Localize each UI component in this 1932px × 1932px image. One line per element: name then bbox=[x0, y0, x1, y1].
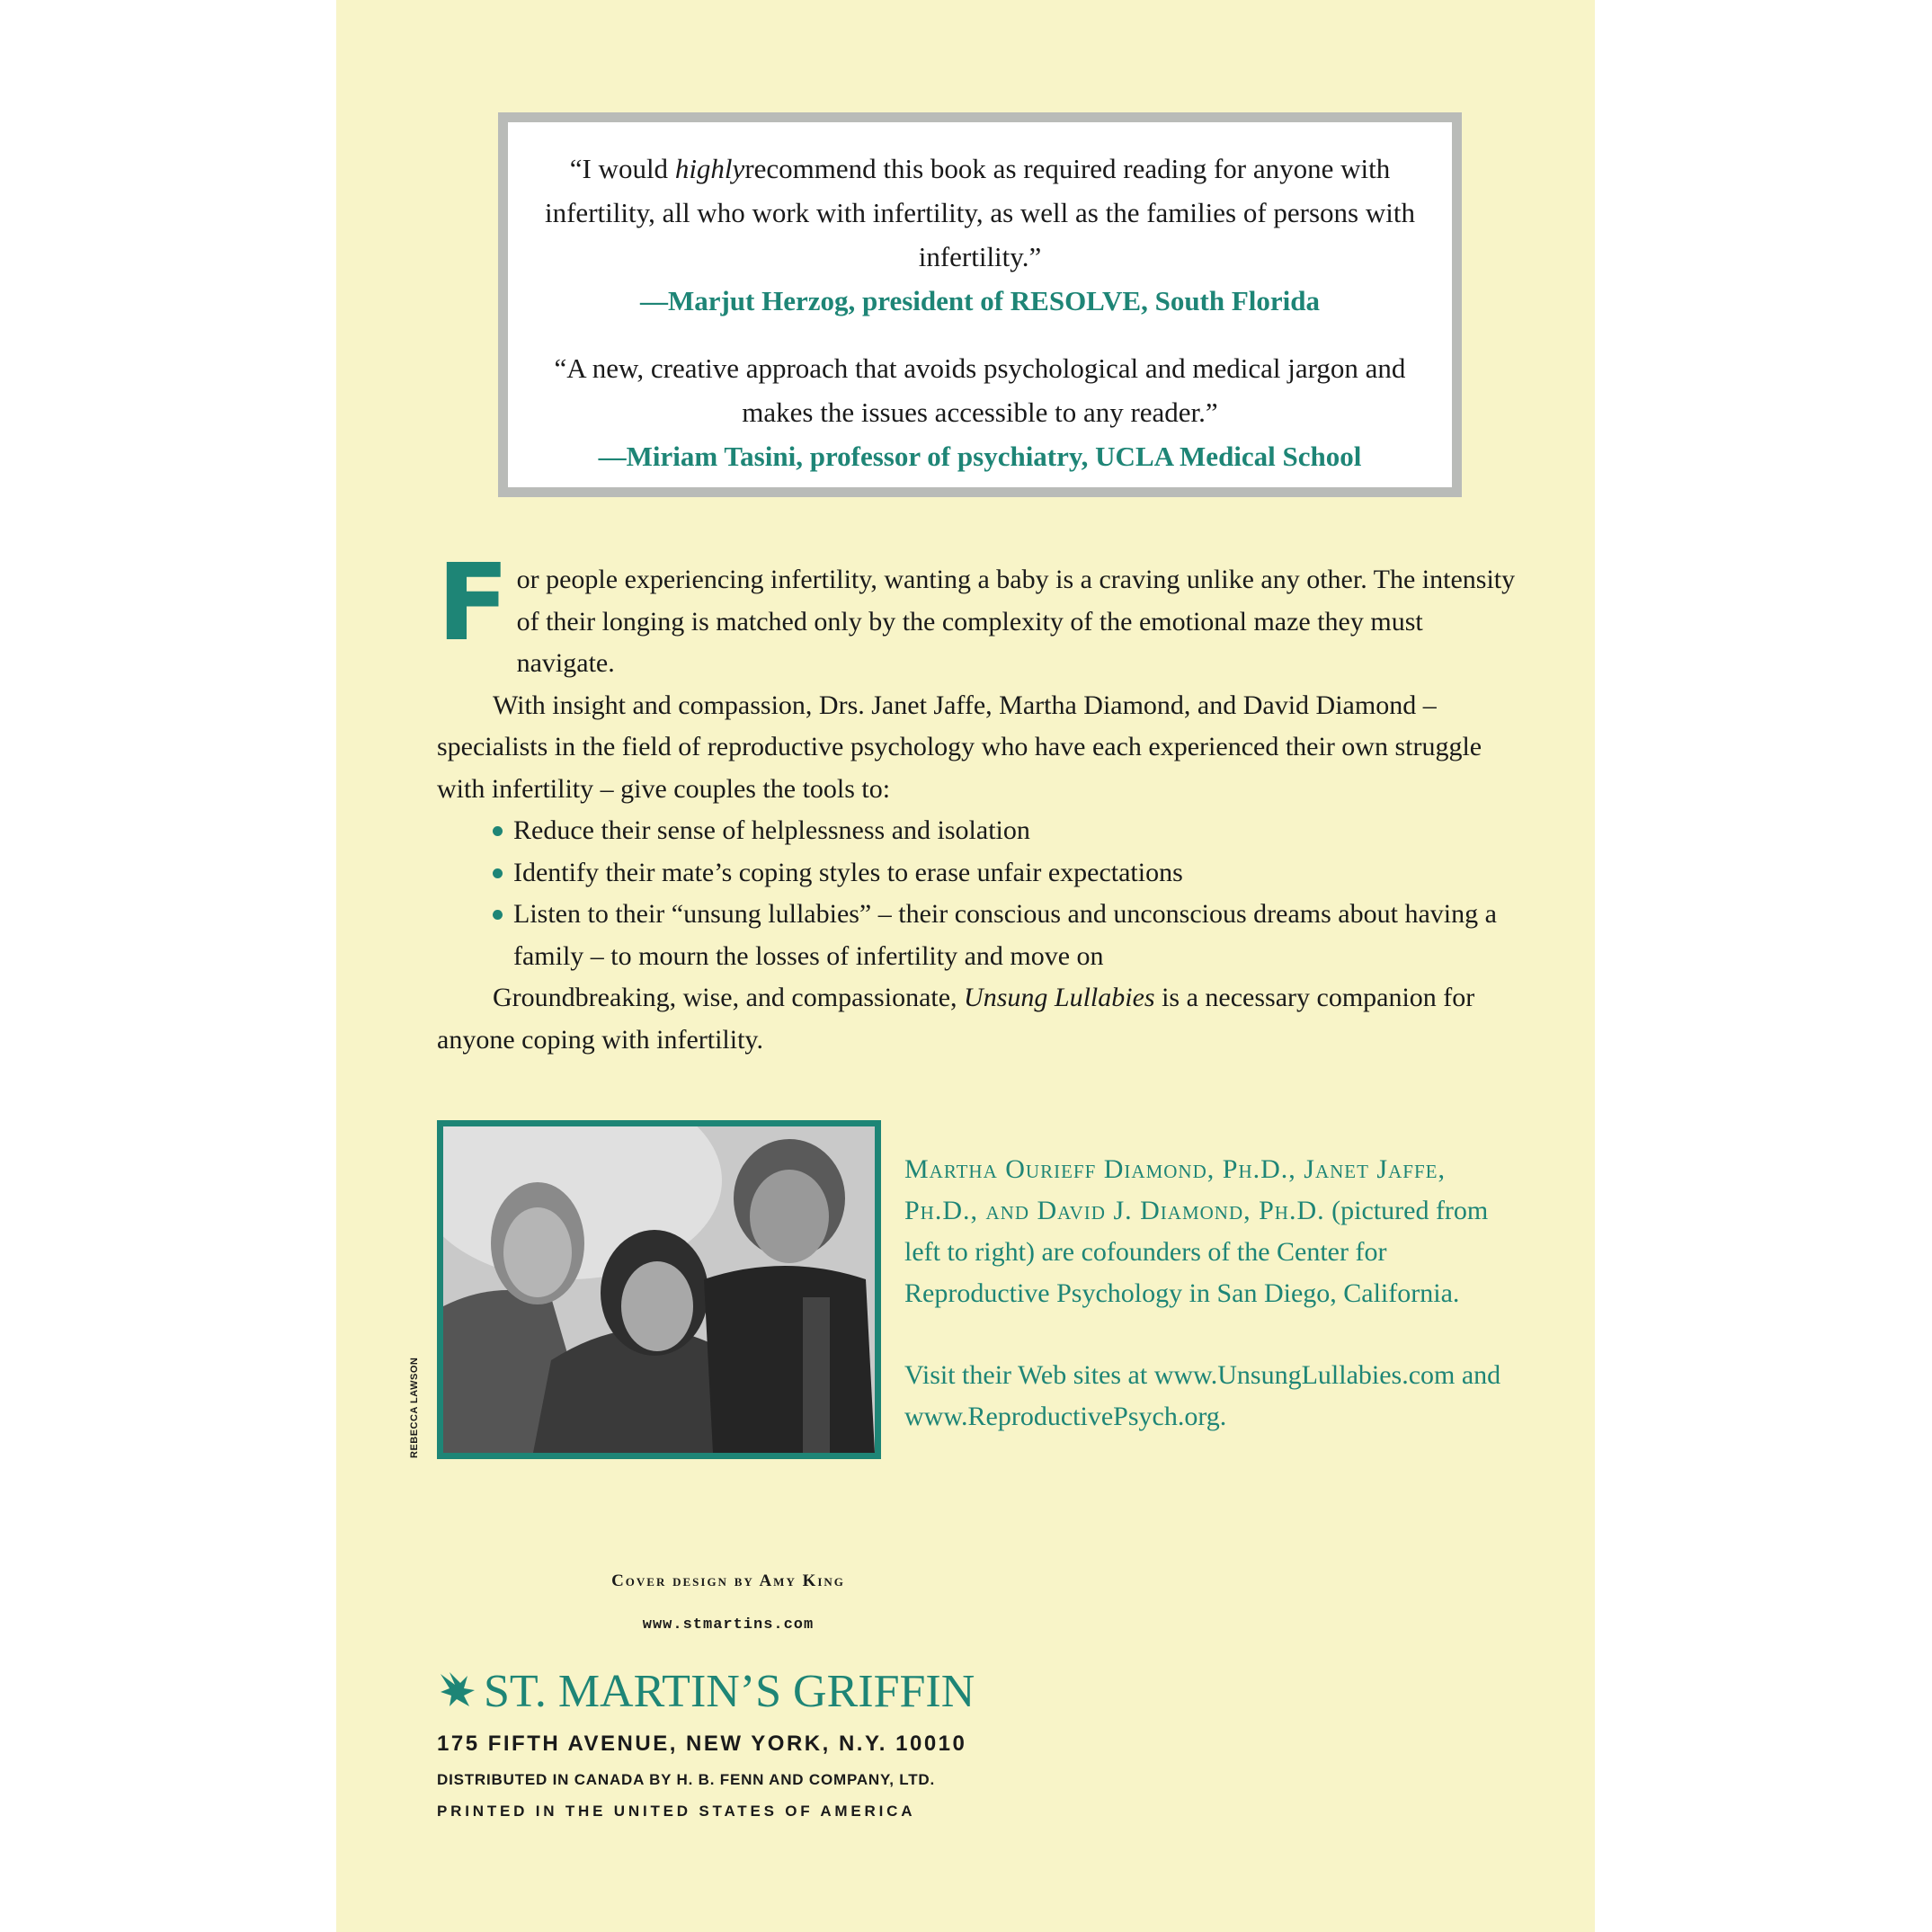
publisher-name: ST. MARTIN’S GRIFFIN bbox=[484, 1666, 975, 1717]
quote-1-text-start: “I would bbox=[569, 153, 675, 184]
book-description bbox=[437, 540, 1518, 1061]
photo-credit: REBECCA LAWSON bbox=[409, 1357, 420, 1458]
list-item bbox=[493, 894, 1518, 977]
bio-text: (pictured from left to right) are cofounders of the Center for Reproductive Psychology in San Diego, California. bbox=[904, 1196, 1489, 1308]
author-photo bbox=[437, 1120, 881, 1459]
description-p1-text: or people experiencing infertility, wanting a baby is a craving unlike any other. The intensity of their longing is matched only by the complexity of the emotional maze they must navigate. bbox=[516, 565, 1516, 678]
griffin-logo-icon bbox=[437, 1669, 478, 1723]
printed-note: PRINTED IN THE UNITED STATES OF AMERICA bbox=[437, 1803, 916, 1820]
quote-1-text-end: recommend this book as required reading for anyone with infertility, all who work with infertility, as well as the families of persons with infertility.” bbox=[545, 153, 1415, 272]
quote-2-text: “A new, creative approach that avoids psychological and medical jargon and makes the issues accessible to any reader.” bbox=[554, 352, 1406, 428]
author-websites: Visit their Web sites at www.UnsungLullabies.com and www.ReproductivePsych.org. bbox=[904, 1360, 1501, 1431]
bullet-dot bbox=[493, 910, 503, 920]
quote-1-emphasis: highly bbox=[674, 153, 745, 184]
bullet-dot bbox=[493, 868, 503, 878]
list-item bbox=[493, 852, 1518, 895]
author-names: Martha Ourieff Diamond, Ph.D., Janet Jaffe, Ph.D., and David J. Diamond, Ph.D. bbox=[904, 1154, 1446, 1225]
description-paragraph-1 bbox=[437, 540, 1518, 685]
quote-1-attribution: —Marjut Herzog, president of RESOLVE, South Florida bbox=[639, 285, 1321, 316]
p3-end: is a necessary companion for anyone coping with infertility. bbox=[437, 983, 1475, 1055]
author-bio bbox=[904, 1149, 1525, 1438]
description-paragraph-2: With insight and compassion, Drs. Janet Jaffe, Martha Diamond, and David Diamond – specialists in the field of reproductive psychology who have each experienced their own struggle with infertility – give couples the tools to: bbox=[437, 690, 1482, 804]
publisher-address: 175 FIFTH AVENUE, NEW YORK, N.Y. 10010 bbox=[437, 1732, 967, 1756]
bio-paragraph bbox=[904, 1149, 1525, 1314]
list-item-text: Listen to their “unsung lullabies” – their conscious and unconscious dreams about having a family – to mourn the losses of infertility and move on bbox=[513, 899, 1497, 971]
praise-box bbox=[498, 112, 1462, 497]
list-item bbox=[493, 810, 1518, 852]
publisher-imprint bbox=[437, 1665, 975, 1723]
bullet-dot bbox=[493, 826, 503, 836]
distribution-note: DISTRIBUTED IN CANADA BY H. B. FENN AND COMPANY, LTD. bbox=[437, 1771, 935, 1788]
cover-design-credit: Cover design by Amy King bbox=[611, 1571, 845, 1590]
publisher-website: www.stmartins.com bbox=[642, 1616, 815, 1634]
list-item-text: Identify their mate’s coping styles to erase unfair expectations bbox=[513, 857, 1183, 887]
p3-start: Groundbreaking, wise, and compassionate, bbox=[493, 983, 965, 1012]
drop-cap: F bbox=[437, 540, 510, 664]
quote-2 bbox=[508, 346, 1452, 478]
description-paragraph-3 bbox=[437, 977, 1518, 1061]
tools-list bbox=[437, 810, 1518, 977]
list-item-text: Reduce their sense of helplessness and isolation bbox=[513, 815, 1030, 845]
quote-2-attribution: —Miriam Tasini, professor of psychiatry, UCLA Medical School bbox=[598, 441, 1362, 472]
quote-1 bbox=[508, 147, 1452, 323]
book-title: Unsung Lullabies bbox=[964, 983, 1155, 1012]
author-photo-illustration bbox=[443, 1126, 875, 1453]
